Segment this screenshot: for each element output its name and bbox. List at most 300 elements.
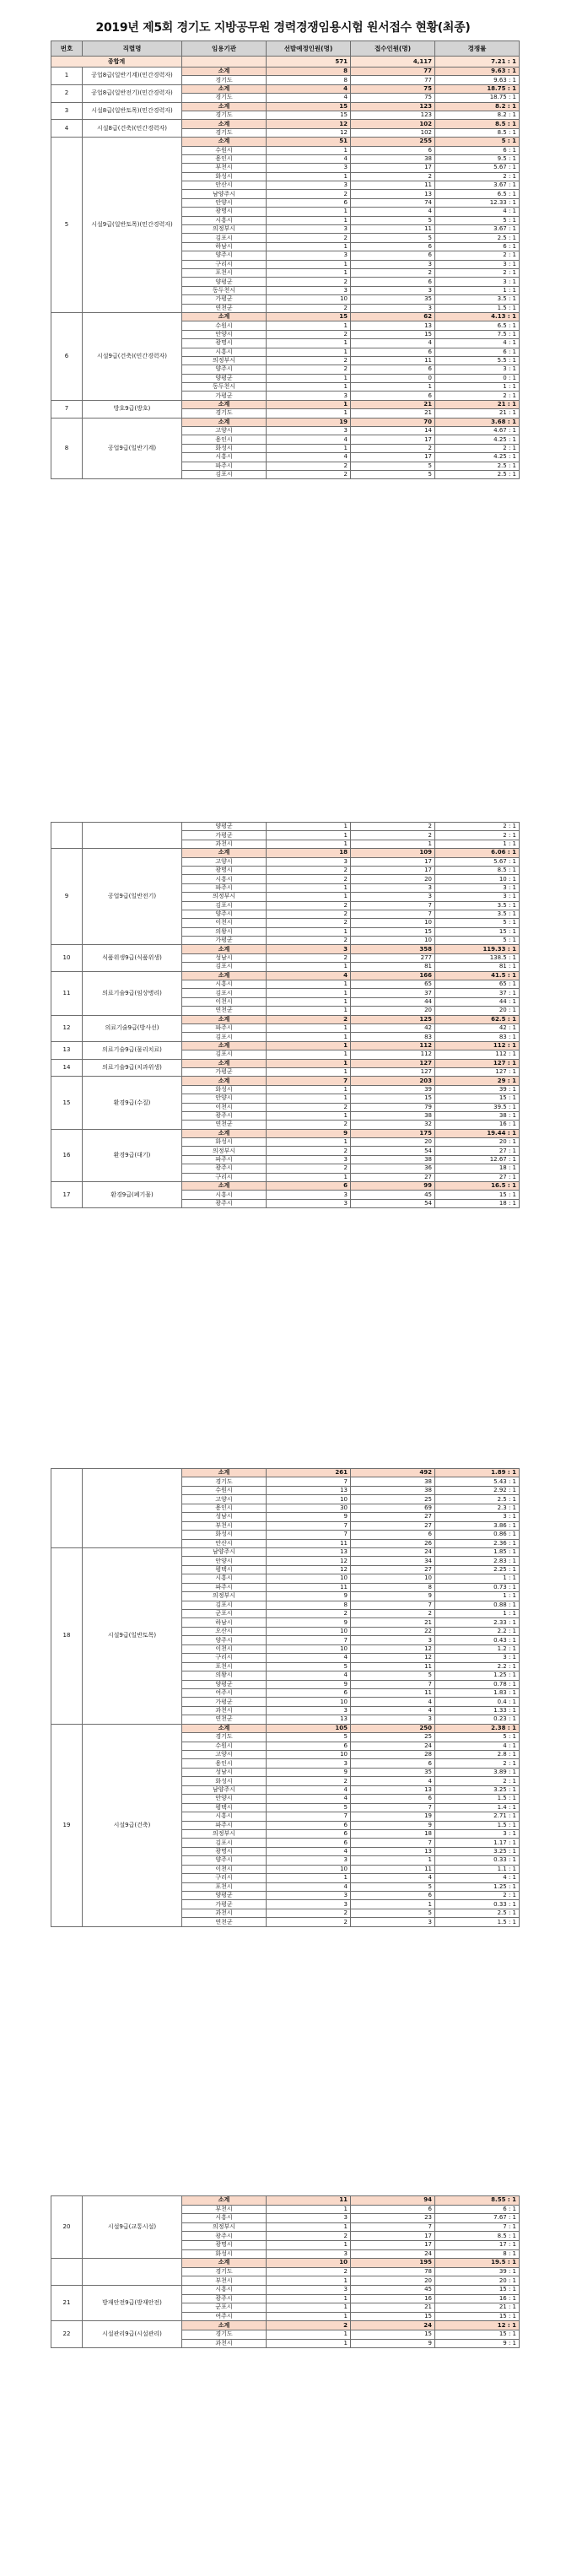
agency-name: 이천시 <box>182 1103 267 1111</box>
applicant-count: 21 <box>351 400 435 408</box>
competition-ratio: 3 : 1 <box>435 883 520 892</box>
applicant-count: 83 <box>351 1033 435 1041</box>
applicant-count: 6 <box>351 278 435 286</box>
planned-count: 2 <box>267 365 351 374</box>
competition-ratio: 16 : 1 <box>435 2294 520 2303</box>
competition-ratio: 2.38 : 1 <box>435 1724 520 1732</box>
competition-ratio: 4 : 1 <box>435 1874 520 1882</box>
planned-count: 3 <box>267 251 351 260</box>
agency-name: 파주시 <box>182 1155 267 1164</box>
competition-ratio: 9 : 1 <box>435 2339 520 2348</box>
agency-name: 소계 <box>182 1059 267 1067</box>
competition-ratio: 5.67 : 1 <box>435 857 520 866</box>
planned-count: 1 <box>267 1041 351 1050</box>
grand-total-applicants: 4,117 <box>351 57 435 68</box>
applicant-count: 255 <box>351 138 435 146</box>
applicant-count: 10 <box>351 937 435 945</box>
job-series-name: 환경9급(수질) <box>83 1077 182 1129</box>
planned-count: 10 <box>267 2259 351 2268</box>
agency-name: 소계 <box>182 1469 267 1477</box>
competition-ratio: 4 : 1 <box>435 339 520 348</box>
applicant-count: 17 <box>351 2240 435 2249</box>
agency-name: 파주시 <box>182 462 267 470</box>
planned-count: 1 <box>267 383 351 392</box>
applicant-count: 2 <box>351 268 435 277</box>
competition-ratio: 5 : 1 <box>435 937 520 945</box>
applicant-count: 77 <box>351 68 435 76</box>
agency-name: 구리시 <box>182 1654 267 1662</box>
planned-count: 13 <box>267 1486 351 1494</box>
competition-ratio: 81 : 1 <box>435 963 520 971</box>
competition-ratio: 5 : 1 <box>435 919 520 927</box>
competition-ratio: 6.5 : 1 <box>435 321 520 330</box>
agency-name: 여주시 <box>182 1688 267 1697</box>
agency-name: 남양주시 <box>182 190 267 198</box>
applicant-count: 11 <box>351 356 435 365</box>
competition-ratio: 2 : 1 <box>435 392 520 400</box>
competition-ratio: 3.5 : 1 <box>435 910 520 918</box>
competition-ratio: 4.67 : 1 <box>435 427 520 435</box>
applicant-count: 123 <box>351 111 435 119</box>
subtotal-row <box>51 84 520 93</box>
agency-name: 광주시 <box>182 2294 267 2303</box>
item-number: 12 <box>51 1015 83 1041</box>
item-number: 22 <box>51 2321 83 2348</box>
planned-count: 13 <box>267 1715 351 1724</box>
agency-name: 광주시 <box>182 1164 267 1173</box>
agency-name: 김포시 <box>182 1601 267 1609</box>
competition-ratio: 27 : 1 <box>435 1147 520 1155</box>
planned-count: 15 <box>267 312 351 321</box>
agency-name: 포천시 <box>182 1662 267 1671</box>
planned-count: 1 <box>267 1007 351 1015</box>
competition-ratio: 5.5 : 1 <box>435 356 520 365</box>
agency-name: 화성시 <box>182 1138 267 1147</box>
planned-count: 1 <box>267 2330 351 2339</box>
planned-count: 8 <box>267 68 351 76</box>
applicant-count: 11 <box>351 1688 435 1697</box>
planned-count: 3 <box>267 1892 351 1900</box>
agency-name: 의왕시 <box>182 927 267 936</box>
applicant-count: 20 <box>351 875 435 883</box>
competition-ratio: 2 : 1 <box>435 268 520 277</box>
competition-ratio: 2.71 : 1 <box>435 1812 520 1821</box>
planned-count: 1 <box>267 823 351 831</box>
item-number: 16 <box>51 1129 83 1181</box>
applicant-count: 38 <box>351 1111 435 1120</box>
applicant-count: 13 <box>351 1785 435 1794</box>
competition-ratio: 39 : 1 <box>435 1085 520 1094</box>
item-number: 18 <box>51 1547 83 1724</box>
competition-ratio: 3 : 1 <box>435 1829 520 1838</box>
agency-name: 양평군 <box>182 278 267 286</box>
competition-ratio: 27 : 1 <box>435 1173 520 1181</box>
planned-count: 2 <box>267 2232 351 2241</box>
job-series-name: 시설9급(교통시설) <box>83 2196 182 2259</box>
competition-ratio: 15 : 1 <box>435 2285 520 2294</box>
competition-ratio: 2.5 : 1 <box>435 1909 520 1917</box>
applicant-count: 94 <box>351 2196 435 2206</box>
applicant-count: 5 <box>351 1671 435 1680</box>
agency-name: 수원시 <box>182 321 267 330</box>
planned-count: 3 <box>267 225 351 234</box>
job-series-name: 공업8급(일반기계)(민간경력자) <box>83 68 182 85</box>
planned-count: 7 <box>267 1812 351 1821</box>
job-series-name: 시설9급(건축)(민간경력자) <box>83 312 182 400</box>
job-series-name: 의료기술9급(물리치료) <box>83 1041 182 1059</box>
competition-ratio: 2.8 : 1 <box>435 1751 520 1759</box>
planned-count: 3 <box>267 286 351 294</box>
planned-count: 12 <box>267 1565 351 1574</box>
applicant-count: 27 <box>351 1513 435 1521</box>
applicant-count: 7 <box>351 1803 435 1812</box>
agency-name: 광주시 <box>182 1111 267 1120</box>
agency-name: 양평군 <box>182 1680 267 1688</box>
agency-name: 포천시 <box>182 1882 267 1891</box>
planned-count: 1 <box>267 989 351 997</box>
planned-count: 1 <box>267 242 351 251</box>
item-number: 8 <box>51 418 83 479</box>
applicant-count: 17 <box>351 857 435 866</box>
competition-ratio: 0.4 : 1 <box>435 1698 520 1706</box>
agency-name: 고양시 <box>182 1751 267 1759</box>
agency-name: 시흥시 <box>182 1191 267 1199</box>
planned-count: 1 <box>267 216 351 224</box>
competition-ratio: 1.4 : 1 <box>435 1803 520 1812</box>
planned-count: 3 <box>267 1759 351 1768</box>
item-number: 2 <box>51 84 83 102</box>
competition-ratio: 2.5 : 1 <box>435 1495 520 1504</box>
item-number: 20 <box>51 2196 83 2259</box>
competition-ratio: 3.86 : 1 <box>435 1521 520 1530</box>
competition-ratio: 9.63 : 1 <box>435 68 520 76</box>
agency-name: 가평군 <box>182 1067 267 1076</box>
item-number: 13 <box>51 1041 83 1059</box>
applicant-count: 81 <box>351 963 435 971</box>
planned-count: 1 <box>267 348 351 356</box>
agency-name: 경기도 <box>182 2267 267 2276</box>
applicant-count: 75 <box>351 84 435 93</box>
applicant-count: 44 <box>351 997 435 1006</box>
competition-ratio: 10 : 1 <box>435 875 520 883</box>
applicant-count: 6 <box>351 146 435 154</box>
competition-ratio: 38 : 1 <box>435 1111 520 1120</box>
applicant-count: 3 <box>351 260 435 268</box>
competition-ratio: 112 : 1 <box>435 1041 520 1050</box>
agency-name: 동두천시 <box>182 286 267 294</box>
item-number: 3 <box>51 102 83 120</box>
agency-name: 화성시 <box>182 172 267 181</box>
agency-name: 시흥시 <box>182 980 267 989</box>
agency-name: 이천시 <box>182 997 267 1006</box>
item-number: 6 <box>51 312 83 400</box>
column-header: 선발예정인원(명) <box>267 41 351 57</box>
applicant-count: 24 <box>351 1742 435 1750</box>
applicant-count: 127 <box>351 1059 435 1067</box>
competition-ratio: 0.33 : 1 <box>435 1856 520 1865</box>
planned-count: 2 <box>267 1121 351 1129</box>
agency-name: 광명시 <box>182 2240 267 2249</box>
planned-count: 12 <box>267 128 351 137</box>
competition-ratio: 2 : 1 <box>435 444 520 452</box>
planned-count: 9 <box>267 1513 351 1521</box>
planned-count: 2 <box>267 953 351 962</box>
planned-count: 30 <box>267 1504 351 1512</box>
applicant-count: 3 <box>351 1715 435 1724</box>
agency-name: 경기도 <box>182 1477 267 1486</box>
planned-count: 6 <box>267 1742 351 1750</box>
applicant-count: 70 <box>351 418 435 426</box>
competition-ratio: 8 : 1 <box>435 2249 520 2259</box>
applicant-count: 12 <box>351 1644 435 1653</box>
applicant-count: 5 <box>351 234 435 242</box>
agency-name: 의정부시 <box>182 225 267 234</box>
planned-count: 10 <box>267 1698 351 1706</box>
planned-count: 9 <box>267 1768 351 1776</box>
competition-ratio: 62.5 : 1 <box>435 1015 520 1023</box>
agency-name: 이천시 <box>182 1865 267 1873</box>
agency-name: 양평군 <box>182 823 267 831</box>
competition-ratio: 18 : 1 <box>435 1164 520 1173</box>
planned-count: 2 <box>267 875 351 883</box>
agency-name: 성남시 <box>182 1768 267 1776</box>
agency-name: 시흥시 <box>182 348 267 356</box>
planned-count: 1 <box>267 1874 351 1882</box>
applicant-count: 166 <box>351 971 435 980</box>
competition-ratio: 7 : 1 <box>435 2222 520 2232</box>
item-number: 10 <box>51 945 83 971</box>
job-series-name: 식품위생9급(식품위생) <box>83 945 182 971</box>
agency-name: 성남시 <box>182 1513 267 1521</box>
applicant-count: 250 <box>351 1724 435 1732</box>
planned-count: 7 <box>267 1521 351 1530</box>
agency-name: 가평군 <box>182 937 267 945</box>
planned-count: 2 <box>267 2321 351 2330</box>
competition-ratio: 8.55 : 1 <box>435 2196 520 2206</box>
competition-ratio: 4.25 : 1 <box>435 453 520 462</box>
competition-ratio: 21 : 1 <box>435 2303 520 2313</box>
planned-count: 5 <box>267 1803 351 1812</box>
competition-ratio: 1.5 : 1 <box>435 304 520 312</box>
agency-name: 시흥시 <box>182 2214 267 2223</box>
planned-count: 1 <box>267 321 351 330</box>
agency-name: 양주시 <box>182 1856 267 1865</box>
competition-ratio: 2.2 : 1 <box>435 1662 520 1671</box>
agency-name: 구리시 <box>182 1173 267 1181</box>
subtotal-row <box>51 1469 520 1477</box>
applicant-count: 54 <box>351 1147 435 1155</box>
subtotal-row <box>51 849 520 857</box>
agency-name: 평택시 <box>182 1565 267 1574</box>
planned-count: 2 <box>267 330 351 338</box>
competition-ratio: 1.89 : 1 <box>435 1469 520 1477</box>
applicant-count: 6 <box>351 251 435 260</box>
competition-ratio: 15 : 1 <box>435 1094 520 1103</box>
planned-count: 1 <box>267 2222 351 2232</box>
agency-name: 화성시 <box>182 1531 267 1539</box>
competition-ratio: 5 : 1 <box>435 216 520 224</box>
planned-count: 1 <box>267 444 351 452</box>
applicant-count: 6 <box>351 1795 435 1803</box>
planned-count: 6 <box>267 1821 351 1829</box>
grand-total-planned: 571 <box>267 57 351 68</box>
competition-ratio: 6 : 1 <box>435 146 520 154</box>
competition-ratio: 20 : 1 <box>435 1007 520 1015</box>
planned-count: 10 <box>267 295 351 304</box>
competition-ratio: 16.5 : 1 <box>435 1182 520 1191</box>
applicant-count: 16 <box>351 2294 435 2303</box>
planned-count: 2 <box>267 1147 351 1155</box>
competition-ratio: 1.1 : 1 <box>435 1865 520 1873</box>
applicant-count: 45 <box>351 2285 435 2294</box>
competition-ratio: 39.5 : 1 <box>435 1103 520 1111</box>
subtotal-row <box>51 1059 520 1067</box>
applicant-count: 27 <box>351 1565 435 1574</box>
agency-name: 가평군 <box>182 1900 267 1909</box>
competition-ratio: 4.25 : 1 <box>435 435 520 444</box>
applicant-count: 2 <box>351 831 435 840</box>
planned-count: 4 <box>267 1847 351 1855</box>
competition-ratio: 3 : 1 <box>435 278 520 286</box>
applicant-count: 4 <box>351 208 435 216</box>
applicant-count: 34 <box>351 1557 435 1565</box>
competition-ratio: 1 : 1 <box>435 840 520 848</box>
planned-count: 6 <box>267 1839 351 1847</box>
planned-count: 3 <box>267 2214 351 2223</box>
competition-ratio: 2.92 : 1 <box>435 1486 520 1494</box>
agency-name: 의정부시 <box>182 1829 267 1838</box>
agency-name: 군포시 <box>182 2303 267 2313</box>
agency-name: 안양시 <box>182 330 267 338</box>
applicant-count: 11 <box>351 1662 435 1671</box>
applicant-count: 11 <box>351 225 435 234</box>
competition-ratio: 8.5 : 1 <box>435 128 520 137</box>
grand-total-label: 종합계 <box>51 57 182 68</box>
applicant-count: 123 <box>351 102 435 111</box>
competition-ratio: 3 : 1 <box>435 893 520 901</box>
competition-ratio: 4 : 1 <box>435 1742 520 1750</box>
planned-count: 10 <box>267 1865 351 1873</box>
item-number: 15 <box>51 1077 83 1129</box>
agency-name: 연천군 <box>182 1007 267 1015</box>
applicant-count: 20 <box>351 1007 435 1015</box>
agency-name: 소계 <box>182 84 267 93</box>
subtotal-row <box>51 68 520 76</box>
agency-name: 수원시 <box>182 146 267 154</box>
applicant-count: 125 <box>351 1015 435 1023</box>
applicant-count: 5 <box>351 1909 435 1917</box>
agency-name: 파주시 <box>182 1583 267 1591</box>
planned-count: 1 <box>267 883 351 892</box>
planned-count: 2 <box>267 1610 351 1618</box>
planned-count: 10 <box>267 1574 351 1583</box>
competition-ratio: 1.25 : 1 <box>435 1671 520 1680</box>
competition-ratio: 3.25 : 1 <box>435 1847 520 1855</box>
agency-name: 용인시 <box>182 1504 267 1512</box>
subtotal-row <box>51 1182 520 1191</box>
competition-ratio: 19.5 : 1 <box>435 2259 520 2268</box>
planned-count: 3 <box>267 427 351 435</box>
applicant-count: 15 <box>351 2330 435 2339</box>
planned-count: 1 <box>267 2294 351 2303</box>
competition-ratio: 3.5 : 1 <box>435 295 520 304</box>
applicant-count: 492 <box>351 1469 435 1477</box>
agency-name: 화성시 <box>182 1085 267 1094</box>
planned-count: 8 <box>267 76 351 84</box>
planned-count: 4 <box>267 1795 351 1803</box>
competition-ratio: 138.5 : 1 <box>435 953 520 962</box>
agency-name: 김포시 <box>182 470 267 478</box>
planned-count: 105 <box>267 1724 351 1732</box>
agency-name: 광명시 <box>182 866 267 874</box>
planned-count: 1 <box>267 2312 351 2321</box>
planned-count: 3 <box>267 1155 351 1164</box>
planned-count: 3 <box>267 2285 351 2294</box>
planned-count: 2 <box>267 356 351 365</box>
planned-count: 10 <box>267 1627 351 1635</box>
applicant-count: 7 <box>351 1680 435 1688</box>
competition-ratio: 0.88 : 1 <box>435 1601 520 1609</box>
agency-name: 김포시 <box>182 234 267 242</box>
planned-count: 4 <box>267 1654 351 1662</box>
applicant-count: 6 <box>351 1892 435 1900</box>
planned-count: 1 <box>267 400 351 408</box>
planned-count: 3 <box>267 2249 351 2259</box>
job-series-name: 시설9급(일반토목)(민간경력자) <box>83 138 182 313</box>
planned-count: 1 <box>267 840 351 848</box>
competition-ratio: 2 : 1 <box>435 1759 520 1768</box>
planned-count: 2 <box>267 234 351 242</box>
competition-ratio: 1.5 : 1 <box>435 1918 520 1926</box>
planned-count: 2 <box>267 910 351 918</box>
subtotal-row <box>51 120 520 128</box>
planned-count: 1 <box>267 1067 351 1076</box>
planned-count: 12 <box>267 120 351 128</box>
job-series-name: 환경9급(대기) <box>83 1129 182 1181</box>
agency-name: 소계 <box>182 1182 267 1191</box>
subtotal-row <box>51 1041 520 1050</box>
agency-name: 의정부시 <box>182 356 267 365</box>
agency-name: 부천시 <box>182 1521 267 1530</box>
applicant-count: 3 <box>351 893 435 901</box>
job-series-name: 방호9급(방호) <box>83 400 182 418</box>
planned-count: 10 <box>267 1644 351 1653</box>
competition-ratio: 2 : 1 <box>435 251 520 260</box>
item-number: 1 <box>51 68 83 85</box>
applicant-count: 10 <box>351 919 435 927</box>
agency-name: 경기도 <box>182 128 267 137</box>
agency-name: 경기도 <box>182 111 267 119</box>
competition-ratio: 2 : 1 <box>435 172 520 181</box>
applicant-count: 12 <box>351 1654 435 1662</box>
competition-ratio: 1.83 : 1 <box>435 1688 520 1697</box>
planned-count: 1 <box>267 2339 351 2348</box>
agency-name: 경기도 <box>182 2330 267 2339</box>
agency-name: 안산시 <box>182 1539 267 1547</box>
planned-count: 1 <box>267 963 351 971</box>
planned-count: 1 <box>267 997 351 1006</box>
item-number: 14 <box>51 1059 83 1077</box>
applicant-count: 112 <box>351 1050 435 1059</box>
applicant-count: 27 <box>351 1521 435 1530</box>
agency-name: 시흥시 <box>182 453 267 462</box>
agency-name: 소계 <box>182 400 267 408</box>
competition-ratio: 39 : 1 <box>435 2267 520 2276</box>
planned-count: 2 <box>267 304 351 312</box>
agency-name: 소계 <box>182 102 267 111</box>
applicant-count: 39 <box>351 1085 435 1094</box>
planned-count: 2 <box>267 1777 351 1785</box>
